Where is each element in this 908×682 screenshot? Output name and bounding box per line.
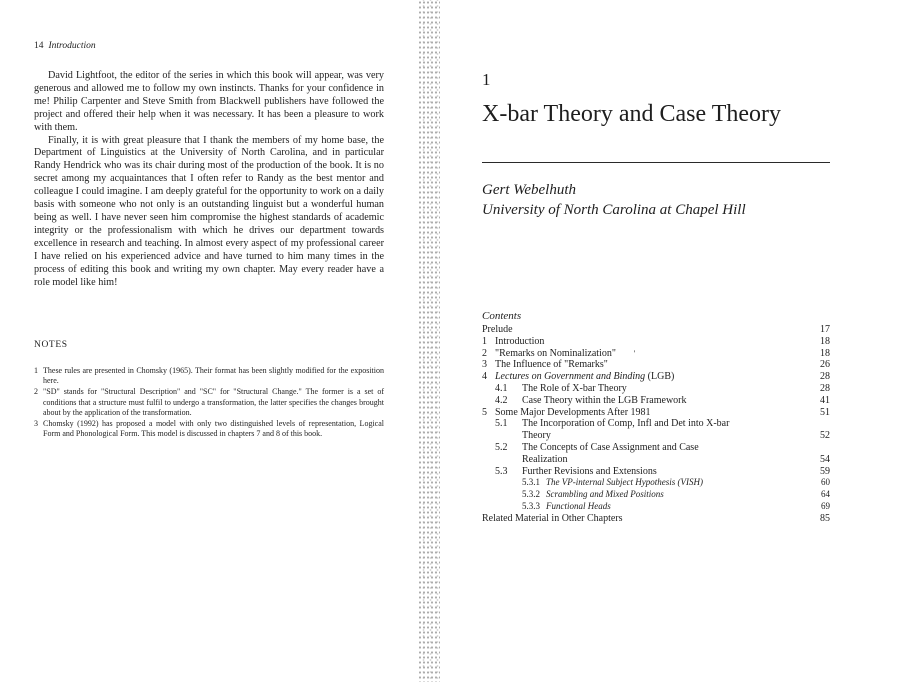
toc-page: 59: [820, 465, 830, 477]
title-rule: [482, 162, 830, 163]
toc-entry: [482, 348, 830, 360]
note-number: 3: [34, 419, 38, 429]
note-text: Chomsky (1992) has proposed a model with only two distinguished levels of representation, Logical Form and Phonological Form. This model is discussed in chapters 7 and 8 of this book.: [43, 419, 384, 439]
toc-title: The Influence of "Remarks": [495, 359, 608, 371]
toc-number: 4: [482, 371, 487, 383]
toc-number: 5: [482, 406, 487, 418]
left-page: [0, 0, 418, 682]
note-item: [34, 366, 384, 386]
toc-title-continued: Realization: [522, 453, 568, 465]
author-affiliation: University of North Carolina at Chapel Hill: [482, 202, 746, 218]
toc-title: The Concepts of Case Assignment and Case: [522, 441, 699, 453]
chapter-number: 1: [482, 70, 491, 89]
toc-entry: [482, 477, 830, 489]
toc-title: The Role of X-bar Theory: [522, 382, 627, 394]
toc-page: 54: [820, 453, 830, 465]
toc-title: The VP-internal Subject Hypothesis (VISH): [546, 477, 703, 488]
toc-entry: [482, 407, 830, 419]
running-head-label: Introduction: [48, 41, 96, 51]
toc-entry: [482, 442, 830, 466]
toc-number: 5.3.1: [522, 477, 540, 488]
toc-entry: [482, 513, 830, 525]
toc-title: Scrambling and Mixed Positions: [546, 489, 664, 500]
paragraph: David Lightfoot, the editor of the series in which this book will appear, was very generous and allowed me to follow my own instincts. Thanks for your confidence in me! Philip Carpenter and Steve Smith from Blackwell publishers have followed the project and offered their help when it was necessary. It has been a pleasure to work with them.: [34, 70, 384, 133]
toc-page: 18: [820, 347, 830, 359]
toc-number: 5.2: [495, 441, 508, 453]
toc-page: 85: [820, 512, 830, 524]
running-head: [34, 41, 96, 51]
toc-page: 28: [820, 371, 830, 383]
toc-number: 5.3: [495, 465, 508, 477]
author-name: Gert Webelhuth: [482, 182, 577, 198]
toc-entry: [482, 418, 830, 442]
toc-entry: [482, 359, 830, 371]
toc-page: 60: [821, 477, 830, 488]
toc-title-rest: (LGB): [645, 371, 675, 383]
book-gutter: [418, 0, 440, 682]
toc-title: Introduction: [495, 335, 545, 347]
toc-title: Case Theory within the LGB Framework: [522, 394, 687, 406]
right-page: [440, 0, 908, 682]
toc-number: 3: [482, 359, 487, 371]
notes-heading: NOTES: [34, 340, 68, 350]
toc-title-italic: Lectures on Government and Binding: [495, 371, 646, 383]
page-number: 14: [34, 41, 44, 51]
toc-entry: [482, 336, 830, 348]
paragraph: Finally, it is with great pleasure that I thank the members of my home base, the Department of Linguistics at the University of North Carolina, and in particular Randy Hendrick who was its chair during most of the production of the book. It is no secret among my acquaintances that I often refer to Randy as the best mentor and colleague I could imagine. I am deeply grateful for the opportunity to work on a daily basis with someone who not only is an outstanding linguist but a wonderful human being as well. I have never seen him compromise the highest standards of academic integrity or the professionalism with which he drives our department towards excellence in research and teaching. In almost every aspect of my professional career I have relied on his experienced advice and have turned to him many times in the process of editing this book and writing my own chapter. May every reader have a role model like him!: [34, 134, 384, 288]
toc-number: 1: [482, 335, 487, 347]
toc-number: 5.3.2: [522, 489, 540, 500]
stray-mark: ': [633, 348, 636, 358]
note-number: 1: [34, 366, 38, 375]
toc-page: 64: [821, 489, 830, 500]
toc-title: Functional Heads: [546, 500, 611, 511]
note-text: These rules are presented in Chomsky (1965). Their format has been slightly modified for the exposition here.: [43, 366, 384, 386]
toc-page: 17: [820, 324, 830, 335]
toc-number: 5.1: [495, 418, 508, 430]
toc-entry: [482, 371, 830, 383]
toc-title: Some Major Developments After 1981: [495, 406, 651, 418]
author-block: [482, 180, 822, 220]
toc-title: Further Revisions and Extensions: [522, 465, 657, 477]
toc-entry: [482, 324, 830, 336]
toc-title: Related Material in Other Chapters: [482, 512, 623, 524]
note-number: 2: [34, 387, 38, 397]
toc-entry: [482, 489, 830, 501]
toc-number: 5.3.3: [522, 500, 540, 511]
note-item: [34, 387, 384, 418]
note-item: [34, 419, 384, 439]
table-of-contents: [482, 324, 830, 525]
toc-entry: [482, 383, 830, 395]
toc-entry: [482, 466, 830, 478]
toc-title: "Remarks on Nominalization": [495, 347, 616, 359]
toc-page: 51: [820, 406, 830, 418]
contents-heading: Contents: [482, 310, 522, 322]
toc-number: 4.2: [495, 394, 508, 406]
toc-page: 41: [820, 394, 830, 406]
toc-entry: [482, 395, 830, 407]
chapter-title: X-bar Theory and Case Theory: [482, 101, 782, 127]
toc-number: 2: [482, 347, 487, 359]
toc-page: 69: [821, 500, 830, 511]
toc-number: 4.1: [495, 382, 508, 394]
acknowledgements-text: [34, 70, 384, 289]
toc-entry: [482, 501, 830, 513]
toc-title: The Incorporation of Comp, Infl and Det into X-bar: [522, 418, 730, 430]
toc-page: 18: [820, 335, 830, 347]
toc-page: 52: [820, 430, 830, 442]
notes-list: [34, 366, 384, 440]
note-text: "SD" stands for "Structural Description" and "SC" for "Structural Change." The former is a set of conditions that a structure must fulfil to undergo a transformation, the latter specifies the changes brought about by the application of the transformation.: [43, 387, 384, 417]
toc-title-continued: Theory: [522, 430, 551, 442]
toc-page: 28: [820, 382, 830, 394]
toc-title: Prelude: [482, 324, 513, 335]
toc-page: 26: [820, 359, 830, 371]
